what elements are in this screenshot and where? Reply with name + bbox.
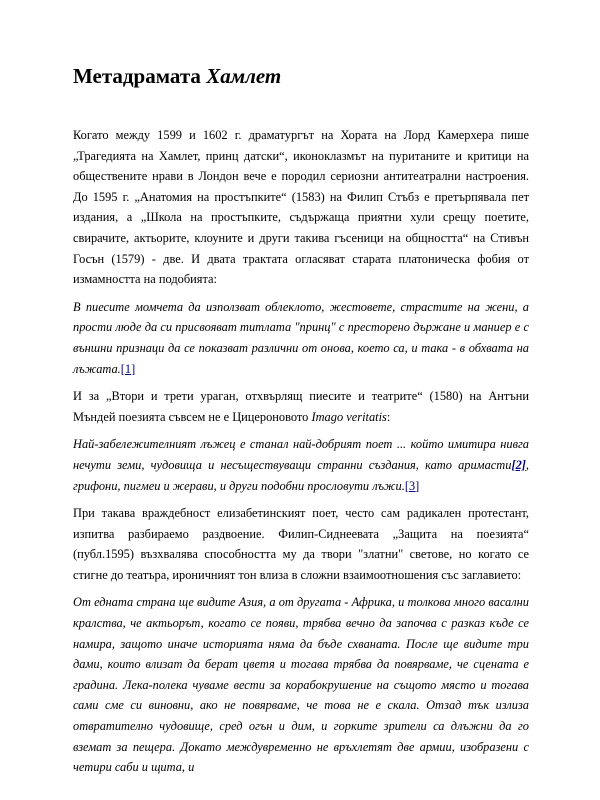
title-plain: Метадрамата xyxy=(73,64,207,88)
quote-sidney: От едната страна ще видите Азия, а от другата - Африка, и толкова много васални кралства, че актьорът, когато се появи, трябва вечно да започва с разказ къде се намира, защото иначе историята няма да бъде схваната. После ще видите три дами, които влизат да берат цветя и тогава трябва да повярваме, че сцената е градина. Лека-полека чуваме вести за корабокрушение на същото място и тогава сами сме си виновни, ако не повярваме, че това не е скала. Отзад тък излиза отвратително чудовище, сред огън и дим, и горките зрители са длъжни да го вземат за пещера. Докато междувременно не връхлетят две армии, изобразени с четири саби и щита, и xyxy=(73,595,529,775)
quote-gosson-text: В пиесите момчета да използват облеклото, жестовете, страстите на жени, а прости люде да си присвояват титлата "принц" с престорено държане и маниер е с външни признаци да се показват различни от онова, което са, и така - в обхвата на лъжата. xyxy=(73,299,529,376)
paragraph-intro: Когато между 1599 и 1602 г. драматургът на Хората на Лорд Камерхера пише „Трагедията на Хамлет, принц датски“, иконоклазмът на пуританите и критици на обществените нрави в Лондон вече е породил сериозни антитеатрални настроения. До 1595 г. „Анатомия на простъпките“ (1583) на Филип Стъбз е претърпявала пет издания, а „Школа на простъпките, съдържаща приятни хули срещу поетите, свирачите, актьорите, клоуните и други такива гъсеници на общността“ на Стивън Госън (1579) - две. И двата трактата огласяват старата платоническа фобия от измамността на подобията: xyxy=(73,128,529,287)
page-title xyxy=(73,62,529,90)
article-body xyxy=(73,125,529,778)
quote-gosson xyxy=(73,297,529,379)
footnote-link-1[interactable]: [1] xyxy=(120,361,136,376)
paragraph-sidney: При такава враждебност елизабетинският поет, често сам радикален протестант, изпитва разбираемо раздвоение. Филип-Сиднеевата „Защита на поезията“ (публ.1595) възхвалява способността му да твори "златни" светове, но когато се стигне до театъра, ироничният тон влиза в сложни взаимоотношения със заглавието: xyxy=(73,506,529,582)
document-page xyxy=(73,62,529,785)
title-italic: Хамлет xyxy=(206,64,282,88)
imago-veritatis-term: Imago veritatis xyxy=(311,409,387,424)
paragraph-munday-text: И за „Втори и трети ураган, отхвърлящ пиесите и театрите“ (1580) на Антъни Мъндей поезията съвсем не е Цицероновото xyxy=(73,389,529,424)
footnote-link-3[interactable]: [3] xyxy=(404,478,420,493)
quote-munday xyxy=(73,434,529,496)
quote-munday-text-b: , грифони, пигмеи и жерави, и други подобни прословути лъжи. xyxy=(73,457,529,493)
footnote-link-2[interactable]: [2] xyxy=(511,457,526,472)
paragraph-munday-end: : xyxy=(386,409,391,424)
paragraph-munday xyxy=(73,386,529,427)
quote-munday-text-a: Най-забележителният лъжец е станал най-добрият поет ... който имитира нивга нечути земи, чудовища и несъществуващи странни създания, като аримасти xyxy=(73,437,529,472)
